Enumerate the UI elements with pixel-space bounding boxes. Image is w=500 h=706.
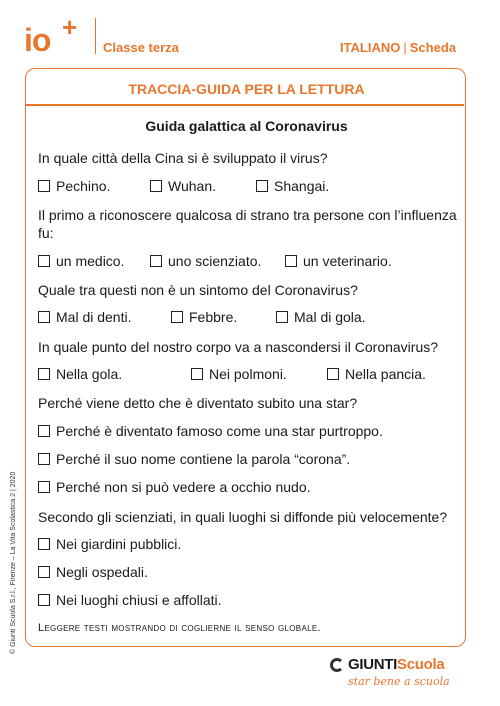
- option-label: Shangai.: [274, 178, 330, 194]
- question-6: Secondo gli scienziati, in quali luoghi si diffonde più velocemente?: [38, 509, 448, 525]
- option-label: Nella pancia.: [345, 366, 426, 382]
- checkbox[interactable]: [276, 311, 288, 323]
- option-label: un veterinario.: [303, 253, 392, 269]
- option-2-2[interactable]: [150, 252, 261, 270]
- option-5-2[interactable]: [38, 450, 350, 468]
- checkbox[interactable]: [38, 425, 50, 437]
- worksheet-card: [25, 68, 466, 647]
- option-label: Nei giardini pubblici.: [56, 536, 182, 552]
- brand-name-giunti: GIUNTI: [348, 656, 398, 673]
- option-label: Nella gola.: [56, 366, 123, 382]
- checkbox[interactable]: [38, 538, 50, 550]
- question-5: Perché viene detto che è diventato subito una star?: [38, 395, 358, 411]
- story-title: Guida galattica al Coronavirus: [145, 118, 348, 134]
- option-label: uno scienziato.: [168, 253, 262, 269]
- checkbox[interactable]: [38, 453, 50, 465]
- option-label: Wuhan.: [168, 178, 216, 194]
- checkbox[interactable]: [38, 180, 50, 192]
- card-title: TRACCIA-GUIDA PER LA LETTURA: [128, 81, 365, 97]
- checkbox[interactable]: [150, 180, 162, 192]
- option-1-3[interactable]: [256, 177, 329, 195]
- logo-plus-icon: +: [62, 12, 78, 42]
- logo-text: io: [24, 22, 51, 58]
- page-header: [0, 0, 500, 70]
- checkbox[interactable]: [327, 368, 339, 380]
- option-6-3[interactable]: [38, 591, 222, 609]
- checkbox[interactable]: [256, 180, 268, 192]
- option-label: Mal di denti.: [56, 309, 132, 325]
- header-divider: [95, 18, 96, 54]
- option-label: Mal di gola.: [294, 309, 366, 325]
- giunti-scuola-logo: [330, 656, 460, 696]
- checkbox[interactable]: [38, 368, 50, 380]
- question-3: Quale tra questi non è un sintomo del Coronavirus?: [38, 282, 358, 298]
- giunti-g-icon: [330, 658, 344, 672]
- option-label: Negli ospedali.: [56, 564, 148, 580]
- option-label: Nei luoghi chiusi e affollati.: [56, 592, 222, 608]
- option-label: Nei polmoni.: [209, 366, 287, 382]
- option-1-2[interactable]: [150, 177, 216, 195]
- option-3-3[interactable]: [276, 308, 366, 326]
- option-6-2[interactable]: [38, 563, 148, 581]
- checkbox[interactable]: [38, 481, 50, 493]
- option-6-1[interactable]: [38, 535, 181, 553]
- subject-separator: |: [403, 40, 407, 55]
- question-2: Il primo a riconoscere qualcosa di strano tra persone con l’influenza fu:: [38, 207, 457, 241]
- checkbox[interactable]: [171, 311, 183, 323]
- sheet-label: Scheda: [409, 40, 456, 55]
- class-label: Classe terza: [103, 40, 179, 55]
- option-4-1[interactable]: [38, 365, 122, 383]
- checkbox[interactable]: [191, 368, 203, 380]
- option-4-3[interactable]: [327, 365, 426, 383]
- option-label: Perché non si può vedere a occhio nudo.: [56, 479, 311, 495]
- checkbox[interactable]: [38, 311, 50, 323]
- question-4: In quale punto del nostro corpo va a nascondersi il Coronavirus?: [38, 339, 439, 355]
- option-3-2[interactable]: [171, 308, 237, 326]
- option-label: Febbre.: [189, 309, 238, 325]
- option-2-1[interactable]: [38, 252, 124, 270]
- option-label: un medico.: [56, 253, 125, 269]
- option-label: Pechino.: [56, 178, 111, 194]
- checkbox[interactable]: [38, 255, 50, 267]
- copyright-note: © Giunti Scuola S.r.l., Firenze – La Vita Scolastica 2 | 2020: [10, 471, 17, 654]
- checkbox[interactable]: [285, 255, 297, 267]
- checkbox[interactable]: [38, 594, 50, 606]
- brand-name-scuola: Scuola: [397, 656, 445, 673]
- option-label: Perché è diventato famoso come una star purtroppo.: [56, 423, 383, 439]
- learning-objective: Leggere testi mostrando di coglierne il senso globale.: [38, 622, 321, 634]
- brand-tagline: star bene a scuola: [348, 675, 450, 688]
- subject-name: ITALIANO: [339, 40, 401, 55]
- io-plus-logo: [24, 14, 84, 58]
- option-5-3[interactable]: [38, 478, 311, 496]
- option-4-2[interactable]: [191, 365, 287, 383]
- option-5-1[interactable]: [38, 422, 383, 440]
- option-2-3[interactable]: [285, 252, 392, 270]
- brand-name: [348, 656, 444, 673]
- subject-label: [340, 40, 456, 55]
- option-3-1[interactable]: [38, 308, 131, 326]
- checkbox[interactable]: [150, 255, 162, 267]
- question-1: In quale città della Cina si è sviluppato il virus?: [38, 150, 328, 166]
- card-title-divider: [26, 104, 464, 106]
- checkbox[interactable]: [38, 566, 50, 578]
- option-label: Perché il suo nome contiene la parola “corona”.: [56, 451, 351, 467]
- option-1-1[interactable]: [38, 177, 110, 195]
